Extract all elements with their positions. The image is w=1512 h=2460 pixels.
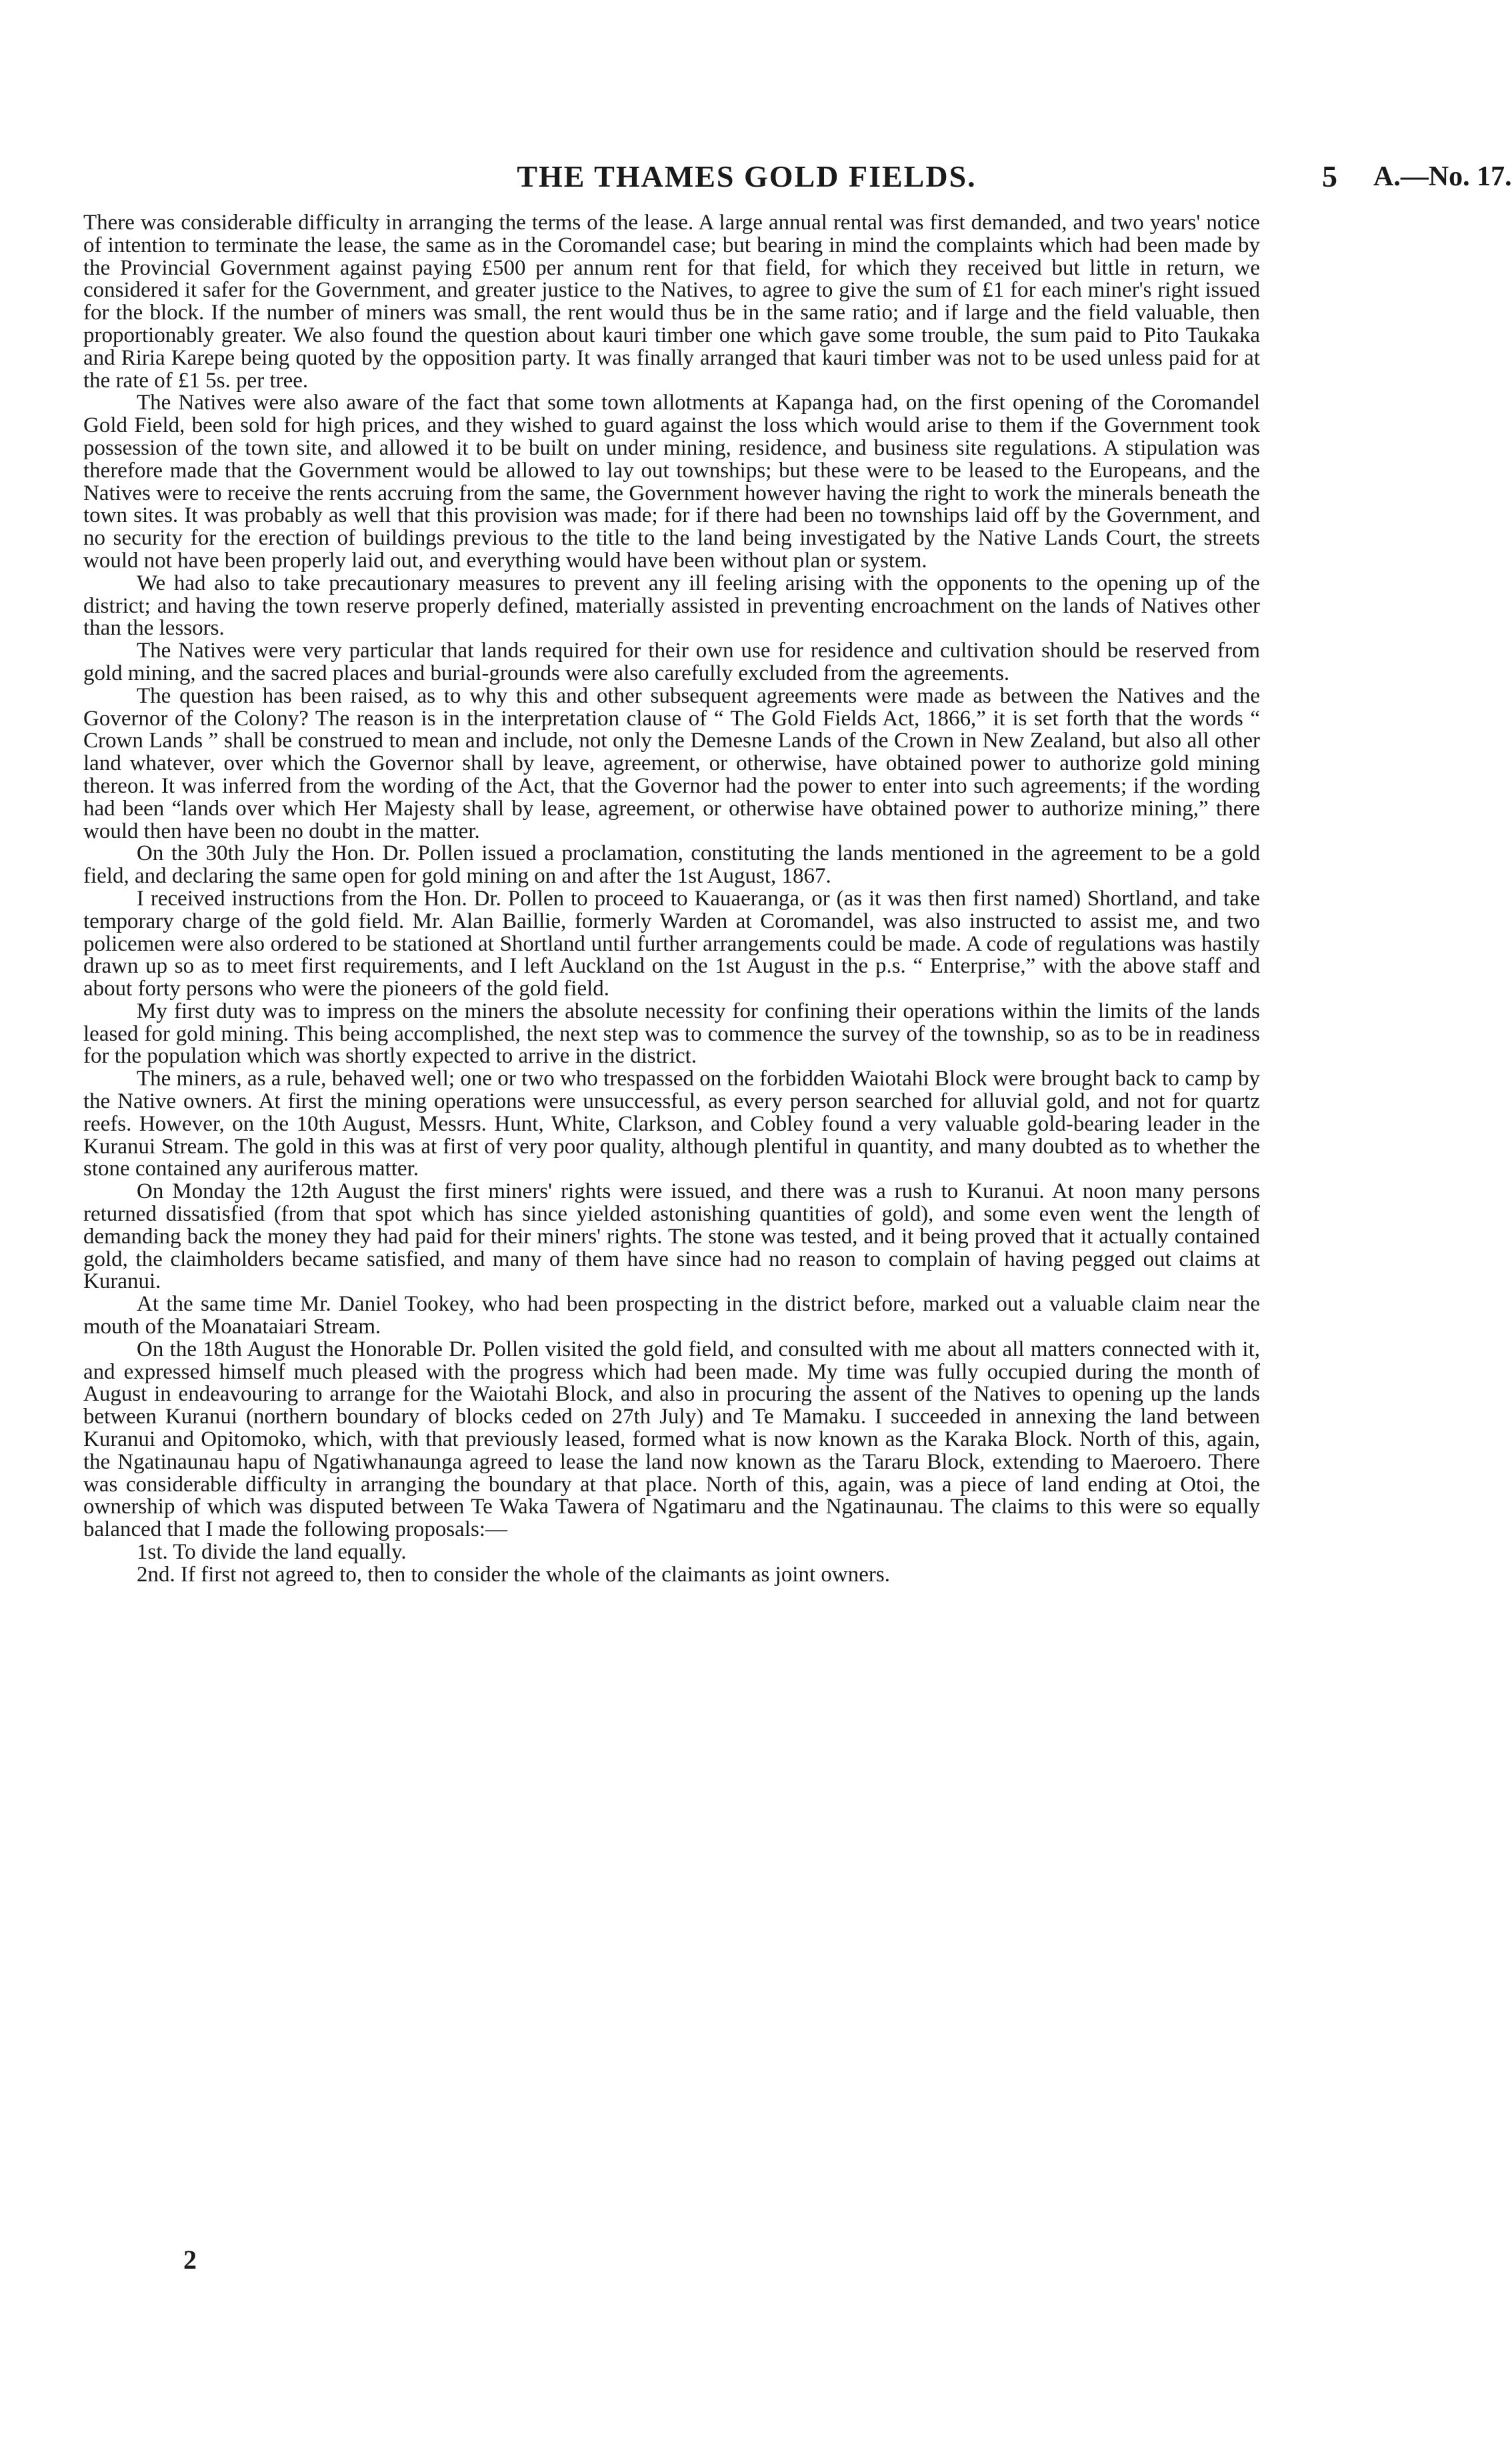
paragraph-lease-terms: There was considerable difficulty in arranging the terms of the lease. A large annual rental was first demanded, and two years' notice of intention to terminate the lease, the same as in the Coromandel case; but bearing in mind the complaints which had been made by the Provincial Government against paying £500 per annum rent for that field, for which they received but little in return, we considered it safer for the Government, and greater justice to the Natives, to agree to give the sum of £1 for each miner's right issued for the block. If the number of miners was small, the rent would thus be in the same ratio; and if large and the field valuable, then proportionably greater. We also found the question about kauri timber one which gave some trouble, the sum paid to Pito Taukaka and Riria Karepe being quoted by the opposition party. It was finally arranged that kauri timber was not to be used unless paid for at the rate of £1 5s. per tree. bbox=[83, 211, 1260, 393]
paragraph-miners-rights: On Monday the 12th August the first miners' rights were issued, and there was a rush to Kuranui. At noon many persons returned dissatisfied (from that spot which has since yielded astonishing quantities of gold), and some even went the length of demanding back the money they had paid for their miners' rights. The stone was tested, and it being proved that it actually contained gold, the claimholders became satisfied, and many of them have since had no reason to complain of having pegged out claims at Kuranui. bbox=[83, 1179, 1260, 1294]
signature-mark: 2 bbox=[183, 2245, 197, 2275]
paragraph-proclamation: On the 30th July the Hon. Dr. Pollen issued a proclamation, constituting the lands mentioned in the agreement to be a gold field, and declaring the same open for gold mining on and after the 1st August, 1867. bbox=[83, 841, 1260, 889]
paragraph-agreements-question: The question has been raised, as to why this and other subsequent agreements were made as between the Natives and the Governor of the Colony? The reason is in the interpretation clause of “ The Gold Fields Act, 1866,” it is set forth that the words “ Crown Lands ” shall be construed to mean and include, not only the Demesne Lands of the Crown in New Zealand, but also all other land whatever, over which the Governor shall by leave, agreement, or otherwise, have obtained power to authorize gold mining thereon. It was inferred from the wording of the Act, that the Governor had the power to enter into such agreements; if the wording had been “lands over which Her Majesty shall by lease, agreement, or otherwise have obtained power to authorize mining,” there would then have been no doubt in the matter. bbox=[83, 683, 1260, 843]
paragraph-first-duty: My first duty was to impress on the miners the absolute necessity for confining their operations within the limits of the lands leased for gold mining. This being accomplished, the next step was to commence the survey of the township, so as to be in readiness for the population which was shortly expected to arrive in the district. bbox=[83, 999, 1260, 1069]
paragraph-tookey-claim: At the same time Mr. Daniel Tookey, who had been prospecting in the district before, marked out a valuable claim near the mouth of the Moanataiari Stream. bbox=[83, 1292, 1260, 1339]
paragraph-pollen-visit: On the 18th August the Honorable Dr. Pollen visited the gold field, and consulted with me about all matters connected with it, and expressed himself much pleased with the progress which had been made. My time was fully occupied during the month of August in endeavouring to arrange for the Waiotahi Block, and also in procuring the assent of the Natives to opening up the lands between Kuranui (northern boundary of blocks ceded on 27th July) and Te Mamaku. I succeeded in annexing the land between Kuranui and Opitomoko, which, with that previously leased, formed what is now known as the Karaka Block. North of this, again, the Ngatinaunau hapu of Ngatiwhanaunga agreed to lease the land now known as the Tararu Block, extending to Maeroero. There was considerable difficulty in arranging the boundary at that place. North of this, again, was a piece of land ending at Otoi, the ownership of which was disputed between Te Waka Tawera of Ngatimaru and the Ngatinaunau. The claims to this were so equally balanced that I made the following proposals:— bbox=[83, 1337, 1260, 1542]
paragraph-reserved-lands: The Natives were very particular that lands required for their own use for residence and cultivation should be reserved from gold mining, and the sacred places and burial-grounds were also carefully excluded from the agreements. bbox=[83, 639, 1260, 685]
paragraph-miners-behaviour: The miners, as a rule, behaved well; one or two who trespassed on the forbidden Waiotahi Block were brought back to camp by the Native owners. At first the mining operations were unsuccessful, as every person searched for alluvial gold, and not for quartz reefs. However, on the 10th August, Messrs. Hunt, White, Clarkson, and Cobley found a very valuable gold-bearing leader in the Kuranui Stream. The gold in this was at first of very poor quality, although plentiful in quantity, and many doubted as to whether the stone contained any auriferous matter. bbox=[83, 1067, 1260, 1181]
list-item-second-proposal: 2nd. If first not agreed to, then to consider the whole of the claimants as joint owners. bbox=[137, 1562, 890, 1587]
running-title: THE THAMES GOLD FIELDS. bbox=[517, 159, 977, 193]
paragraph-town-allotments: The Natives were also aware of the fact that some town allotments at Kapanga had, on the first opening of the Coromandel Gold Field, been sold for high prices, and they wished to guard against the loss which would arise to them if the Government took possession of the town site, and allowed it to be built on under mining, residence, and business site regulations. A stipulation was therefore made that the Government would be allowed to lay out townships; but these were to be leased to the Europeans, and the Natives were to receive the rents accruing from the same, the Government however having the right to work the minerals beneath the town sites. It was probably as well that this provision was made; for if there had been no townships laid off by the Government, and no security for the erection of buildings previous to the title to the land being investigated by the Native Lands Court, the streets would not have been properly laid out, and everything would have been without plan or system. bbox=[83, 391, 1260, 573]
paragraph-precautionary-measures: We had also to take precautionary measures to prevent any ill feeling arising with the opponents to the opening up of the district; and having the town reserve properly defined, materially assisted in preventing encroachment on the lands of Natives other than the lessors. bbox=[83, 571, 1260, 641]
paragraph-instructions: I received instructions from the Hon. Dr. Pollen to proceed to Kauaeranga, or (as it was then first named) Shortland, and take temporary charge of the gold field. Mr. Alan Baillie, formerly Warden at Coromandel, was also instructed to assist me, and two policemen were also ordered to be stationed at Shortland until further arrangements could be made. A code of regulations was hastily drawn up so as to meet first requirements, and I left Auckland on the 1st August in the p.s. “ Enterprise,” with the above staff and about forty persons who were the pioneers of the gold field. bbox=[83, 886, 1260, 1001]
paper-reference: A.—No. 17. bbox=[1373, 161, 1512, 192]
page-number: 5 bbox=[1322, 159, 1337, 193]
page-header bbox=[83, 153, 1512, 200]
list-item-first-proposal: 1st. To divide the land equally. bbox=[137, 1540, 407, 1565]
body-text bbox=[83, 212, 1260, 1587]
